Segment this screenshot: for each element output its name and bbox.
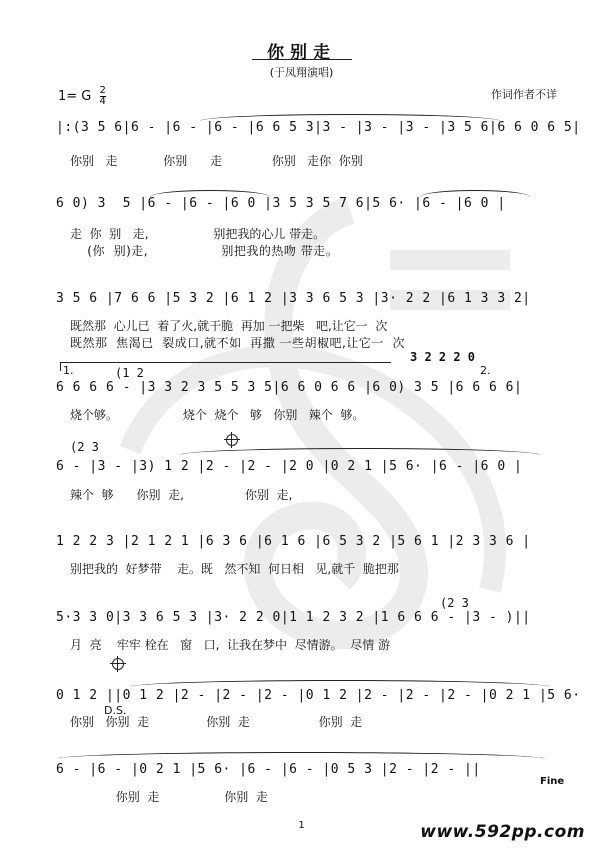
- tie-arc: [180, 448, 540, 455]
- tie-arc: [200, 114, 500, 121]
- parenthetical-notes: (2 3: [440, 596, 469, 610]
- page-number: 1: [298, 820, 305, 831]
- tie-arc: [420, 190, 530, 197]
- staff-line-6: [56, 534, 531, 560]
- staff-line-4: [56, 380, 523, 406]
- lyric-line-5: 辣个 够 你别 走, 你别 走,: [70, 488, 293, 502]
- staff-line-2: [56, 196, 506, 222]
- notation: 0 1 2 ||0 1 2 |2 - |2 - |2 - |0 1 2 |2 - |2 - |2 - |0 2 1 |5 6·: [56, 688, 581, 703]
- fine-mark: Fine: [540, 776, 565, 787]
- notation: 6 0) 3 5 |6 - |6 - |6 0 |3 5 3 5 7 6|5 6· |6 - |6 0 |: [56, 196, 506, 211]
- segno-icon: [226, 434, 238, 446]
- notation: 3 5 6 |7 6 6 |5 3 2 |6 1 2 |3 3 6 5 3 |3· 2 2 |6 1 3 3 2|: [56, 291, 531, 306]
- lyric-line-1: 你别 走 你别 走 你别 走你 你别: [70, 154, 363, 168]
- notation: 6 - |6 - |0 2 1 |5 6· |6 - |6 - |0 5 3 |2 - |2 - ||: [56, 762, 481, 777]
- lyric-line-3a: 既然那 心儿已 着了火,就干脆 再加 一把柴 吧,让它一 次: [70, 319, 388, 333]
- notation: 6 - |3 - |3) 1 2 |2 - |2 - |2 0 |0 2 1 |5 6· |6 - |6 0 |: [56, 459, 523, 474]
- notation: |:(3 5 6|6 - |6 - |6 - |6 6 5 3|3 - |3 - |3 - |3 5 6|6 6 0 6 5|: [56, 120, 581, 135]
- title-underline: [252, 59, 352, 60]
- lyric-line-2b: (你 别)走, 别把我的热吻 带走。: [70, 244, 339, 258]
- time-signature-bottom: 4: [99, 96, 106, 107]
- coda-icon: [112, 658, 124, 670]
- parenthetical-notes: (1 2: [115, 366, 144, 380]
- lyric-line-6: 别把我的 好梦带 走。既 然不知 何日相 见,就千 脆把那: [70, 562, 399, 576]
- tie-arc: [130, 680, 550, 687]
- lyric-line-3b: 既然那 焦渴已 裂成口,就不如 再撒 一些胡椒吧,让它一 次: [70, 336, 405, 350]
- performer-note: (于凤翔演唱): [269, 66, 334, 79]
- volta-2-label: 2.: [480, 364, 491, 377]
- staff-line-1: [56, 120, 581, 146]
- dal-segno-mark: D.S.: [104, 704, 127, 717]
- lyric-line-9: 你别 走 你别 走: [70, 790, 268, 804]
- upper-melody: 3 2 2 2 0: [410, 350, 476, 364]
- staff-line-9: [56, 762, 481, 788]
- parenthetical-notes: (2 3: [70, 440, 99, 454]
- lyric-line-4: 烧个够。 烧个 烧个 够 你别 辣个 够。: [70, 408, 365, 422]
- key-signature: [58, 86, 106, 107]
- time-signature: [100, 86, 106, 107]
- time-signature-top: 2: [99, 85, 106, 96]
- staff-line-5: [56, 459, 523, 485]
- staff-line-7: [56, 610, 531, 636]
- key-label: 1= G: [58, 89, 92, 104]
- staff-line-3: [56, 291, 531, 317]
- song-title: 你别走: [267, 43, 336, 63]
- tie-arc: [150, 190, 270, 197]
- volta-bracket-1: [60, 362, 391, 371]
- lyric-line-7: 月 亮 牢牢 栓在 窗 口, 让我在梦中 尽情游。 尽情 游: [70, 638, 391, 652]
- lyric-line-8: 你别 你别 走 你别 走 你别 走: [70, 715, 363, 729]
- notation: 5·3 3 0|3 3 6 5 3 |3· 2 2 0|1 1 2 3 2 |1 6 6 6 - |3 - )||: [56, 610, 531, 625]
- lyric-line-2a: 走 你 别 走, 别把我的心儿 带走。: [70, 227, 326, 241]
- site-watermark-text: www.592pp.com: [420, 822, 585, 842]
- volta-1-label: 1.: [63, 364, 74, 377]
- lyricist-note: 作词作者不详: [491, 88, 557, 101]
- notation: 1 2 2 3 |2 1 2 1 |6 3 6 |6 1 6 |6 5 3 2 |5 6 1 |2 3 3 6 |: [56, 534, 531, 549]
- notation: 6 6 6 6 - |3 3 2 3 5 5 3 5|6 6 0 6 6 |6 0) 3 5 |6 6 6 6|: [56, 380, 523, 395]
- tie-arc: [56, 752, 546, 759]
